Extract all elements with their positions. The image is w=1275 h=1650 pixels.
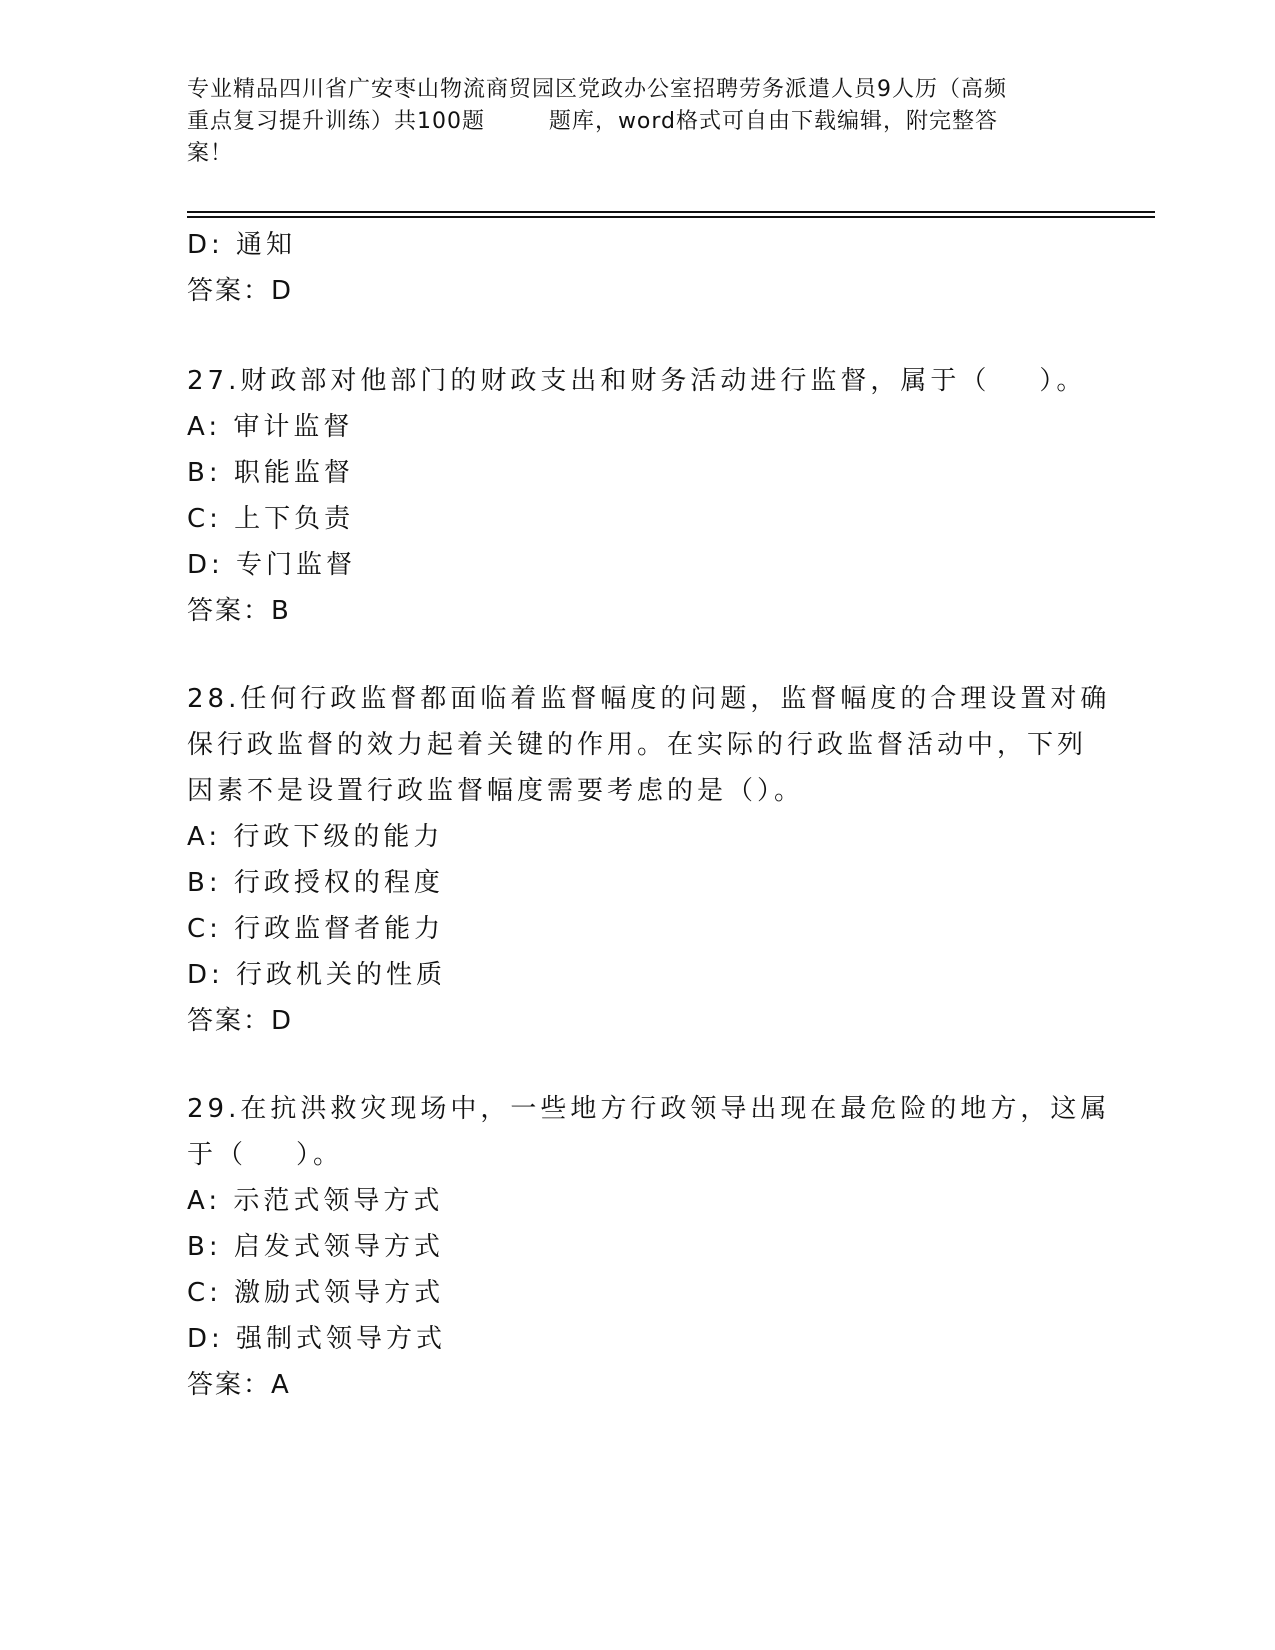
option-a: A: 审计监督	[187, 412, 354, 442]
option-b: B: 启发式领导方式	[187, 1232, 444, 1262]
question-stem: 保行政监督的效力起着关键的作用。在实际的行政监督活动中，下列	[187, 730, 1088, 760]
option-b: B: 行政授权的程度	[187, 868, 444, 898]
header-divider-bottom	[187, 216, 1155, 218]
document-header	[187, 74, 1087, 170]
option-a: A: 行政下级的能力	[187, 822, 444, 852]
header-line: 专业精品四川省广安枣山物流商贸园区党政办公室招聘劳务派遣人员9人历（高频	[187, 77, 1007, 102]
option-b: B: 职能监督	[187, 458, 354, 488]
question-stem: 29.在抗洪救灾现场中，一些地方行政领导出现在最危险的地方，这属	[187, 1094, 1111, 1124]
option-a: A: 示范式领导方式	[187, 1186, 444, 1216]
question-28	[187, 676, 1111, 1044]
option-d: D: 专门监督	[187, 550, 357, 580]
header-divider-top	[187, 211, 1155, 213]
question-29	[187, 1086, 1111, 1408]
option-d: D: 强制式领导方式	[187, 1324, 447, 1354]
question-stem: 27.财政部对他部门的财政支出和财务活动进行监督，属于（ ）。	[187, 366, 1087, 396]
option-c: C: 上下负责	[187, 504, 355, 534]
option-c: C: 激励式领导方式	[187, 1278, 445, 1308]
question-stem: 于（ ）。	[187, 1140, 344, 1170]
question-stem: 28.任何行政监督都面临着监督幅度的问题，监督幅度的合理设置对确	[187, 684, 1111, 714]
option-d: D: 行政机关的性质	[187, 960, 447, 990]
answer: 答案：A	[187, 1370, 291, 1400]
question-27	[187, 358, 1087, 634]
answer: 答案：D	[187, 1006, 294, 1036]
answer: 答案：B	[187, 596, 291, 626]
option-c: C: 行政监督者能力	[187, 914, 445, 944]
header-line: 重点复习提升训练）共100题 题库，word格式可自由下载编辑，附完整答	[187, 109, 999, 134]
header-line: 案！	[187, 141, 234, 166]
question-stem: 因素不是设置行政监督幅度需要考虑的是（）。	[187, 776, 805, 806]
question-list	[187, 222, 1111, 1408]
option-d: D: 通知	[187, 230, 297, 260]
answer: 答案：D	[187, 276, 294, 306]
